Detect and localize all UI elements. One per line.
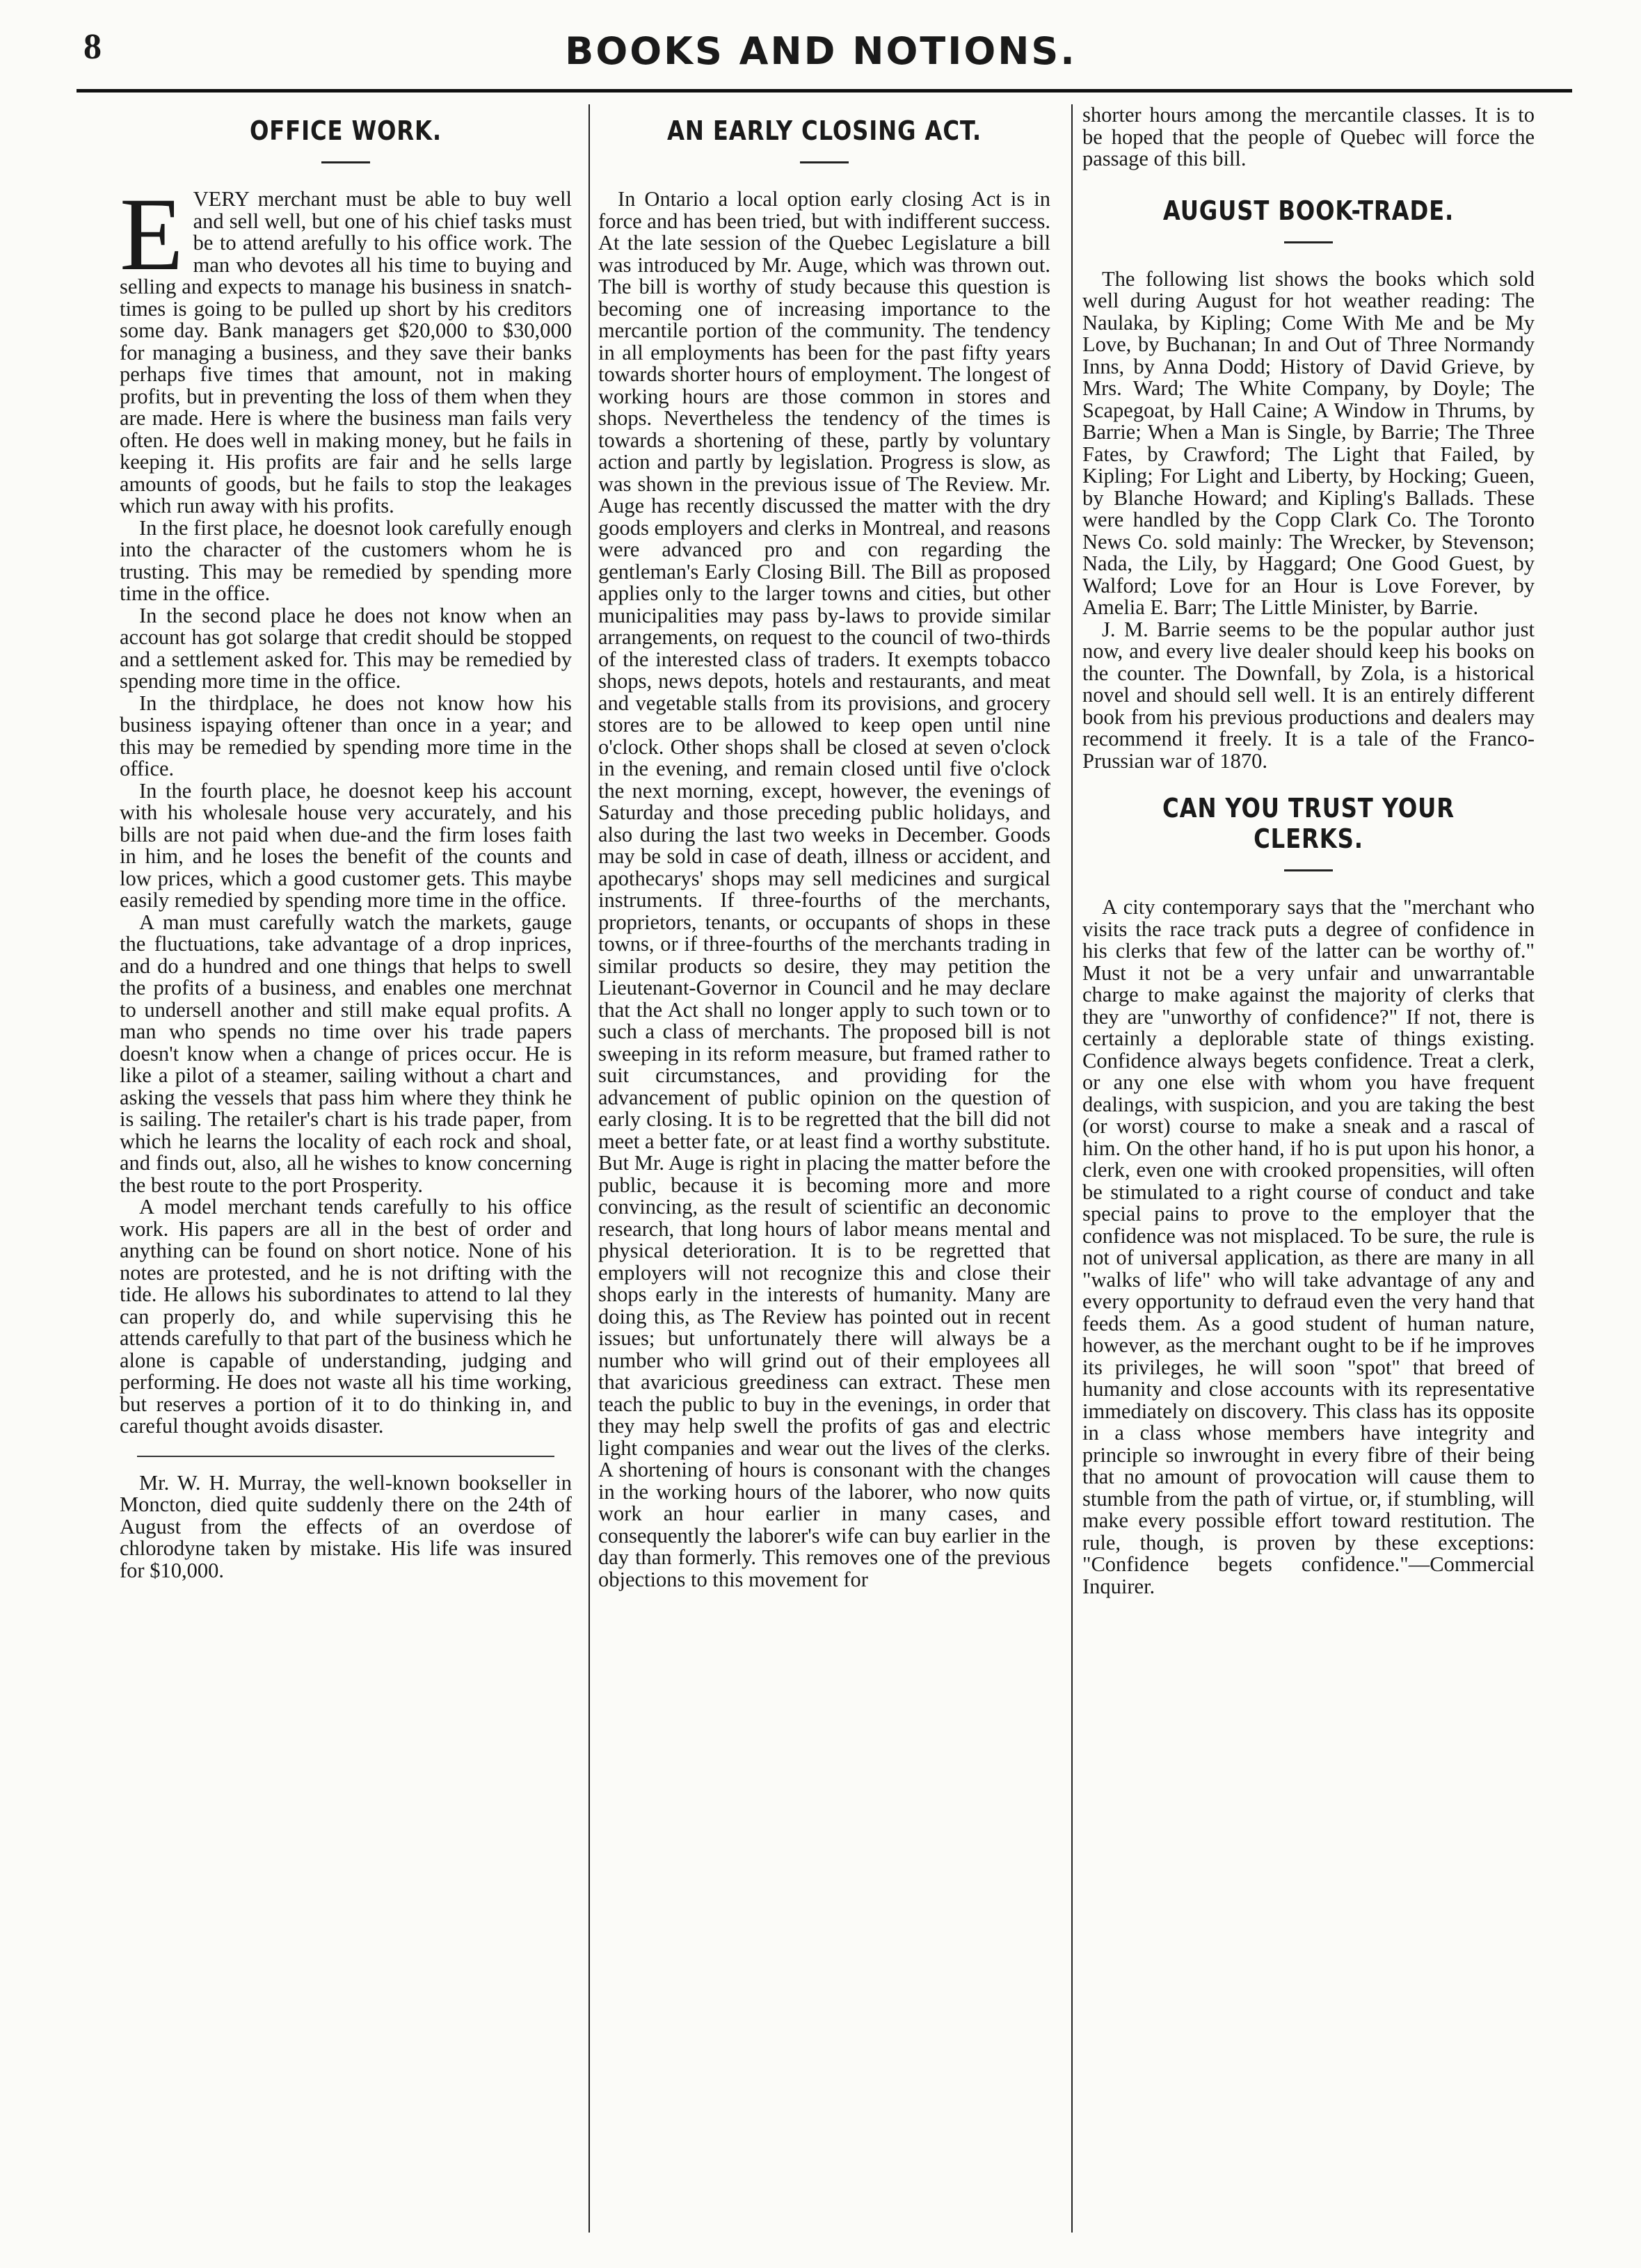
title-rule bbox=[321, 161, 370, 163]
article-paragraph: A model merchant tends carefully to his office work. His papers are all in the best of order and anything can be found on short notice. None of his notes are protested, and he is not drifting with the tide. He allows his subordinates to attend to lal they can properly do, and while supervising this he attends carefully to that part of the business which he alone is capable of understanding, judging and performing. He does not waste all his time working, but reserves a portion of it to do thinking in, and careful thought avoids disaster. bbox=[120, 1195, 572, 1438]
publication-title: BOOKS AND NOTIONS. bbox=[565, 29, 1077, 73]
title-rule bbox=[800, 161, 849, 163]
article-paragraph: J. M. Barrie seems to be the popular author just now, and every live dealer should keep his books on the counter. The Downfall, by Zola, is a historical novel and should sell well. It is an entirely different book from his previous productions and dealers may recommend it freely. It is a tale of the Franco-Prussian war of 1870. bbox=[1082, 617, 1535, 773]
section-rule bbox=[137, 1456, 554, 1457]
article-paragraph: A man must carefully watch the markets, gauge the fluctuations, take advantage of a drop inprices, and do a hundred and one things that helps to swell the profits of a business, and enables one merchnat to undersell another and still make equal profits. A man who spends no time over his trade papers doesn't know when a change of prices occur. He is like a pilot of a steamer, sailing without a chart and asking the vessels that pass him where they think he is sailing. The retailer's chart is his trade paper, from which he learns the locality of each rock and shoal, and finds out, also, all he wishes to know concerning the best route to the port Prosperity. bbox=[120, 910, 572, 1197]
article-paragraph: In Ontario a local option early closing Act is in force and has been tried, but with indifferent success. At the late session of the Quebec Legislature a bill was introduced by Mr. Auge, which was thrown out. The bill is worthy of study because this question is becoming one of increasing importance to the mercantile portion of the community. The tendency in all employments has been for the past fifty years towards shorter hours of employment. The longest of working hours are those common in stores and shops. Nevertheless the tendency of the times is towards a shortening of these, partly by voluntary action and partly by legislation. Progress is slow, as was shown in the previous issue of The Review. Mr. Auge has recently discussed the matter with the dry goods employers and clerks in Montreal, and reasons were advanced pro and con regarding the gentleman's Early Closing Bill. The Bill as proposed applies only to the larger towns and cities, but other municipalities may pass by-laws to provide similar arrangements, on request to the council of two-thirds of the interested class of traders. It exempts tobacco shops, news depots, hotels and restaurants, and meat and vegetable stalls from its provisions, and grocery stores are to be allowed to keep open until nine o'clock. Other shops shall be closed at seven o'clock in the evening, and remain closed until five o'clock the next morning, except, however, the evenings of Saturday and those preceding public holidays, and also during the last two weeks in December. Goods may be sold in case of death, illness or accident, and apothecarys' shops may sell medicines and surgical instruments. If three-fourths of the merchants, proprietors, tenants, or occupants of shops in these towns, or if three-fourths of the merchants trading in similar products so desire, they may petition the Lieutenant-Governor in Council and he may declare that the Act shall no longer apply to such town or to such a class of merchants. The proposed bill is not sweeping in its reform measure, but framed rather to suit circumstances, and providing for the advancement of public opinion on the question of early closing. It is to be regretted that the bill did not meet a better fate, or at least find a worthy substitute. But Mr. Auge is right in placing the matter before the public, because it is becoming more and more convincing, as the result of scientific an deconomic research, that long hours of labor means mental and physical deterioration. It is to be regretted that employers will not recognize this and close their shops early in the interests of humanity. Many are doing this, as The Review has pointed out in recent issues; but unfortunately there will always be a number who will grind out of their employees all that avaricious greediness can extract. These men teach the public to buy in the evenings, in order that they may help swell the profits of gas and electric light companies and wear out the lives of the clerks. A shortening of hours is consonant with the changes in the working hours of the laborer, who now quits work an hour earlier in many cases, and consequently the laborer's wife can buy earlier in the day than formerly. This removes one of the previous objections to this movement for bbox=[598, 187, 1050, 1591]
page-number: 8 bbox=[83, 27, 102, 67]
article-paragraph: EVERY merchant must be able to buy well and sell well, but one of his chief tasks must be to attend arefully to his office work. The man who devotes all his time to buying and selling and expects to manage his business in snatch-times is going to be pulled up short by his creditors some day. Bank managers get $20,000 to $30,000 for managing a business, and they save their banks perhaps five times that amount, not in making profits, but in preventing the loss of them when they are made. Here is where the business man fails very often. He does well in making money, but he fails in keeping it. His profits are fair and he sells large amounts of goods, but he fails to stop the leakages which run away with his profits. bbox=[120, 177, 572, 517]
news-note-murray: Mr. W. H. Murray, the well-known bookseller in Moncton, died quite suddenly there on the 24th of August from the effects of an overdose of chlorodyne taken by mistake. His life was insured for $10,000. bbox=[120, 1470, 572, 1582]
column-right bbox=[1082, 104, 1535, 2246]
column-left bbox=[120, 104, 572, 2246]
masthead bbox=[70, 26, 1572, 82]
article-title-office-work: OFFICE WORK. bbox=[249, 115, 442, 146]
article-paragraph: The following list shows the books which sold well during August for hot weather reading: The Naulaka, by Kipling; Come With Me and be My Love, by Buchanan; In and Out of Three Normandy Inns, by Anna Dodd; History of David Grieve, by Mrs. Ward; The White Company, by Doyle; The Scapegoat, by Hall Caine; A Window in Thrums, by Barrie; When a Man is Single, by Barrie; The Three Fates, by Crawford; The Light that Failed, by Kipling; For Light and Liberty, by Hocking; Gueen, by Blanche Howard; and Kipling's Ballads. These were handled by the Copp Clark Co. The Toronto News Co. sold mainly: The Wrecker, by Stevenson; Nada, the Lily, by Haggard; One Good Guest, by Walford; Love for an Hour is Love Forever, by Amelia E. Barr; The Little Minister, by Barrie. bbox=[1082, 266, 1535, 619]
article-paragraph: In the first place, he doesnot look carefully enough into the character of the customers whom he is trusting. This may be remedied by spending more time in the office. bbox=[120, 515, 572, 605]
drop-cap: E bbox=[120, 177, 184, 292]
article-title-trust-clerks: CAN YOU TRUST YOUR CLERKS. bbox=[1162, 793, 1455, 854]
article-title-early-closing: AN EARLY CLOSING ACT. bbox=[666, 115, 982, 146]
article-paragraph: In the thirdplace, he does not know how his business ispaying oftener than once in a year; and this may be remedied by spending more time in the office. bbox=[120, 691, 572, 780]
article-title-august-trade: AUGUST BOOK-TRADE. bbox=[1162, 195, 1455, 226]
header-rule bbox=[77, 89, 1572, 93]
column-divider bbox=[589, 104, 590, 2233]
column-middle bbox=[598, 104, 1050, 2246]
title-rule bbox=[1284, 241, 1333, 243]
column-divider bbox=[1071, 104, 1073, 2233]
title-rule bbox=[1284, 869, 1333, 871]
article-paragraph: In the fourth place, he doesnot keep his account with his wholesale house very accurately, and his bills are not paid when due-and the firm loses faith in him, and he loses the benefit of the counts and low prices, which a good customer gets. This maybe easily remedied by spending more time in the office. bbox=[120, 778, 572, 912]
article-paragraph: In the second place he does not know when an account has got solarge that credit should be stopped and a settlement asked for. This may be remedied by spending more time in the office. bbox=[120, 603, 572, 693]
article-continuation: shorter hours among the mercantile classes. It is to be hoped that the people of Quebec will force the passage of this bill. bbox=[1082, 104, 1535, 170]
article-paragraph: A city contemporary says that the "merchant who visits the race track puts a degree of confidence in his clerks that few of the latter can be worthy of." Must it not be a very unfair and unwarrantable charge to make against the majority of clerks that they are "unworthy of confidence?" If not, there is certainly a deplorable state of things existing. Confidence always begets confidence. Treat a clerk, or any one else with whom you have frequent dealings, with suspicion, and you are taking the best (or worst) course to make a sneak and a rascal of him. On the other hand, if ho is put upon his honor, a clerk, even one with crooked propensities, will often be stimulated to a right course of conduct and take special pains to prove to the employer that the confidence was not misplaced. To be sure, the rule is not of universal application, as there are many in all "walks of life" who will take advantage of any and every opportunity to defraud even the very hand that feeds them. As a good student of human nature, however, as the merchant ought to be if he improves its privileges, he will soon "spot" that breed of humanity and close accounts with its representative immediately on discovery. This class has its opposite in a class whose members have integrity and principle so inwrought in every fibre of their being that no amount of provocation will cause them to stumble from the path of virtue, or, if stumbling, will make every possible effort toward restitution. The rule, though, is proven by these exceptions: "Confidence begets confidence."—Commercial Inquirer. bbox=[1082, 895, 1535, 1598]
